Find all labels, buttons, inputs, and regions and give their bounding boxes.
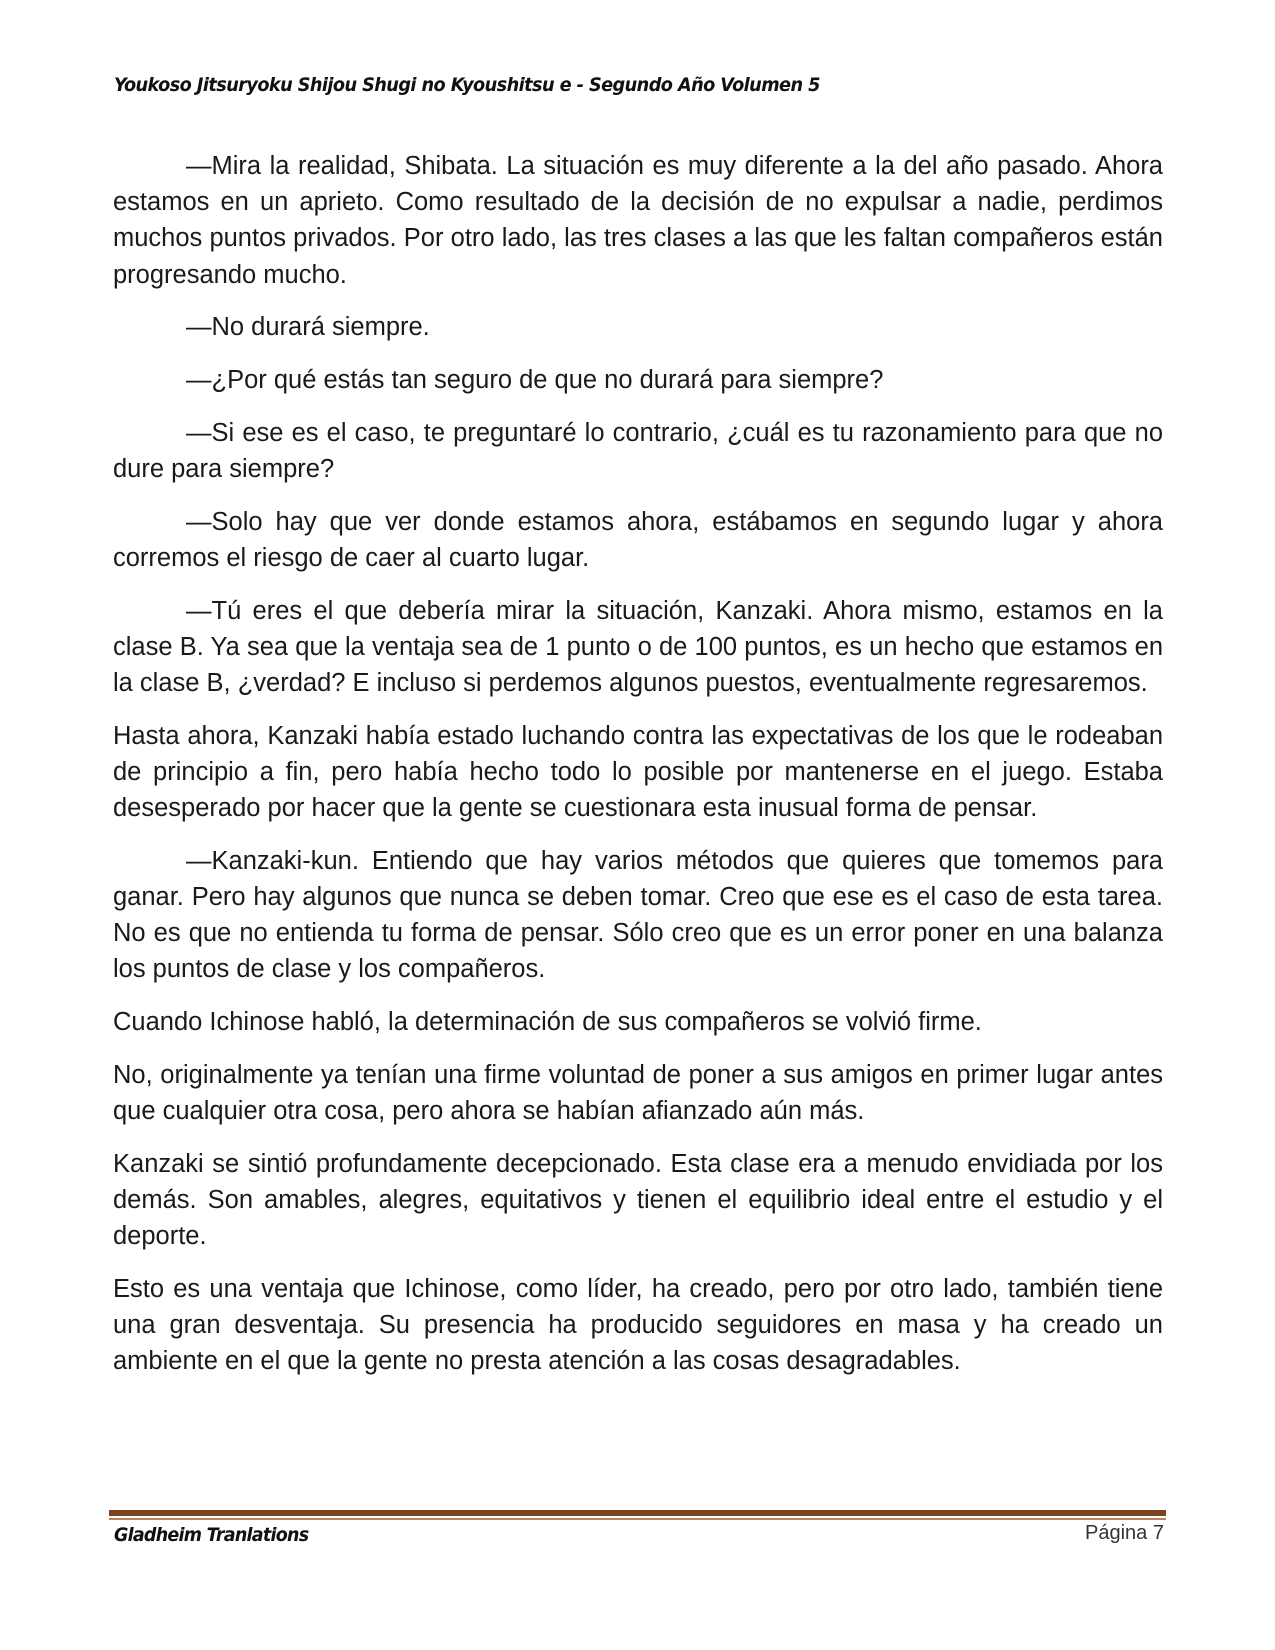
body-text (113, 148, 1163, 1396)
footer-translator: Gladheim Tranlations (114, 1524, 309, 1546)
paragraph: —Si ese es el caso, te preguntaré lo contrario, ¿cuál es tu razonamiento para que no dure para siempre? (113, 418, 1163, 483)
paragraph: Cuando Ichinose habló, la determinación de sus compañeros se volvió firme. (113, 1008, 982, 1037)
paragraph: Esto es una ventaja que Ichinose, como líder, ha creado, pero por otro lado, también tiene una gran desventaja. Su presencia ha producido seguidores en masa y ha creado un ambiente en el que la gente no presta atención a las cosas desagradables. (113, 1274, 1163, 1376)
paragraph: Hasta ahora, Kanzaki había estado luchando contra las expectativas de los que le rodeaban de principio a fin, pero había hecho todo lo posible por mantenerse en el juego. Estaba desesperado por hacer que la gente se cuestionara esta inusual forma de pensar. (113, 721, 1163, 823)
paragraph: Kanzaki se sintió profundamente decepcionado. Esta clase era a menudo envidiada por los demás. Son amables, alegres, equitativos y tienen el equilibrio ideal entre el estudio y el deporte. (113, 1149, 1163, 1251)
paragraph: —Tú eres el que debería mirar la situación, Kanzaki. Ahora mismo, estamos en la clase B. Ya sea que la ventaja sea de 1 punto o de 100 puntos, es un hecho que estamos en la clase B, ¿verdad? E incluso si perdemos algunos puestos, eventualmente regresaremos. (113, 596, 1163, 697)
running-header: Youkoso Jitsuryoku Shijou Shugi no Kyoushitsu e - Segundo Año Volumen 5 (114, 74, 820, 96)
paragraph: —Solo hay que ver donde estamos ahora, estábamos en segundo lugar y ahora corremos el riesgo de caer al cuarto lugar. (113, 507, 1163, 572)
page-number: Página 7 (1085, 1522, 1164, 1544)
paragraph: No, originalmente ya tenían una firme voluntad de poner a sus amigos en primer lugar antes que cualquier otra cosa, pero ahora se habían afianzado aún más. (113, 1060, 1163, 1125)
paragraph: —No durará siempre. (186, 313, 430, 342)
paragraph: —Mira la realidad, Shibata. La situación es muy diferente a la del año pasado. Ahora estamos en un aprieto. Como resultado de la decisión de no expulsar a nadie, perdimos muchos puntos privados. Por otro lado, las tres clases a las que les faltan compañeros están progresando mucho. (113, 152, 1163, 289)
paragraph: —¿Por qué estás tan seguro de que no durará para siempre? (186, 366, 884, 395)
paragraph: —Kanzaki-kun. Entiendo que hay varios métodos que quieres que tomemos para ganar. Pero hay algunos que nunca se deben tomar. Creo que ese es el caso de esta tarea. No es que no entienda tu forma de pensar. Sólo creo que es un error poner en una balanza los puntos de clase y los compañeros. (113, 846, 1163, 984)
footer-rule-thin (109, 1518, 1166, 1520)
footer-rule-thick (109, 1510, 1166, 1516)
